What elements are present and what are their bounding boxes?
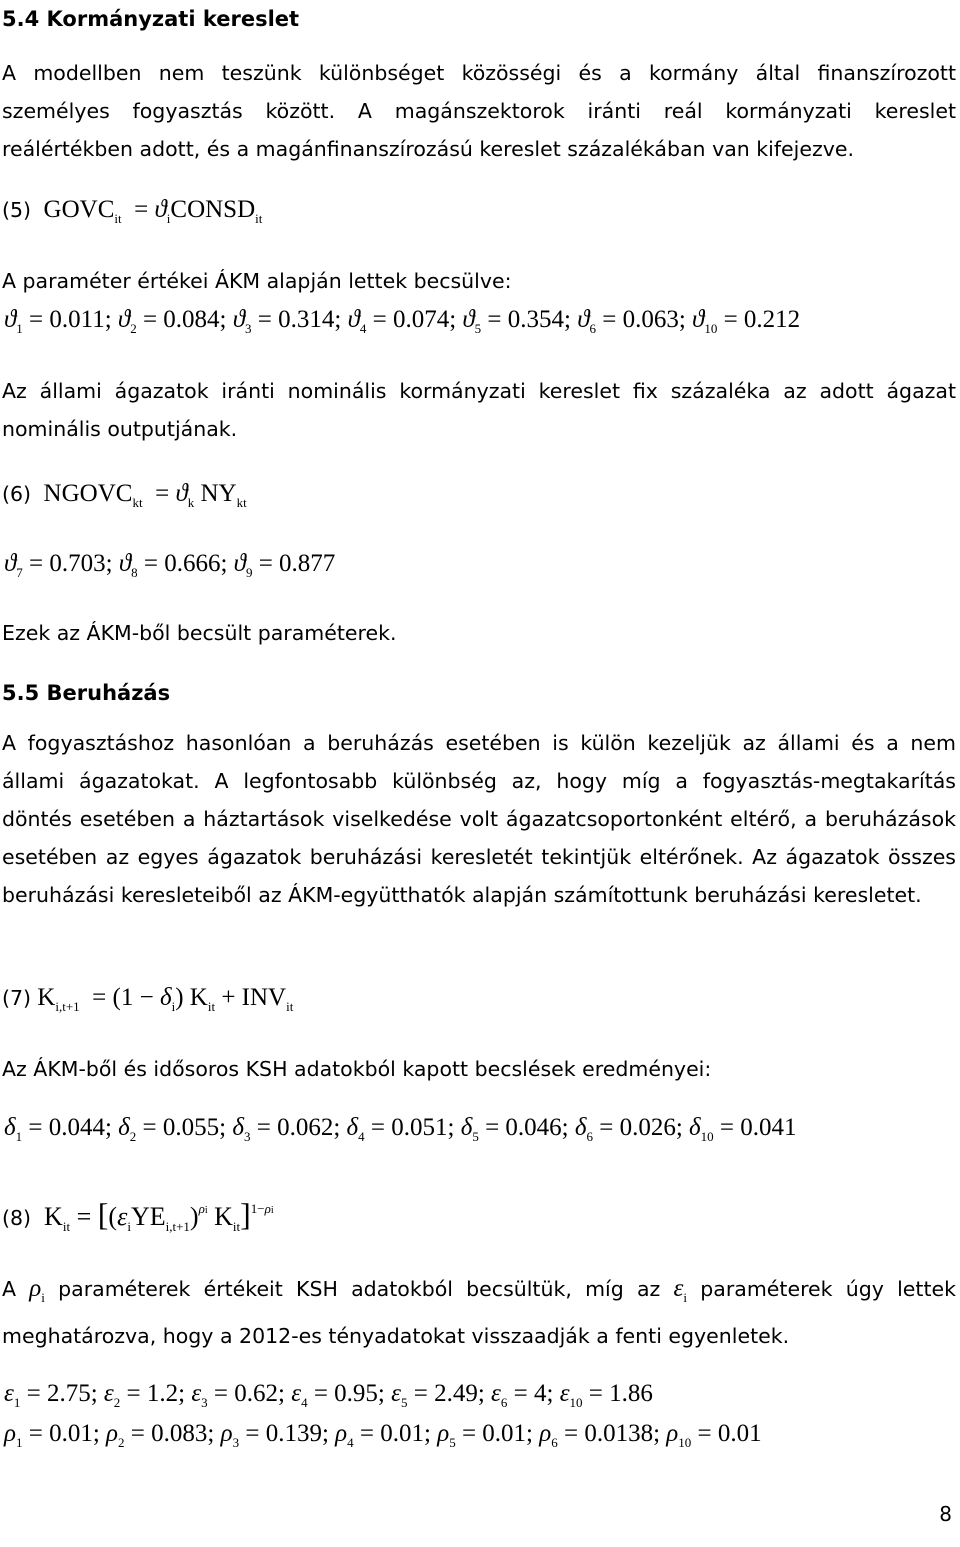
- theta-values-line-2: $ϑ_7 = 0.703$; $ϑ_8 = 0.666$; $ϑ_9 = 0.877$: [4, 550, 336, 580]
- para-text-b: paraméterek értékeit KSH adatokból becsültük, míg az: [58, 1277, 661, 1301]
- equation-8: (8) $K_{it} = [(\varepsilon_iYE_{i,t+1})^{\rho i}$ $K_{it}]^{1-\rho i}$: [2, 1196, 274, 1234]
- equation-7: (7) $K_{i,t+1} = (1 - \delta_i) K_{it} + INV_{it}$: [2, 984, 294, 1014]
- rho-values-line: $\rho_1 = 0.01$; $\rho_2 = 0.083$; $\rho_3 = 0.139$; $\rho_4 = 0.01$; $\rho_5 = 0.01$; $\rho_6 = 0.0138$; $\rho_{10} = 0.01$: [4, 1420, 762, 1450]
- page-number: 8: [939, 1502, 952, 1526]
- para-text-c: paraméterek úgy lettek meghatározva, hogy a 2012-es tényadatokat visszaadják a fenti egyenletek.: [2, 1277, 956, 1348]
- rho-symbol: $\rho_i$: [29, 1275, 45, 1305]
- paragraph-nominal-demand: Az állami ágazatok iránti nominális kormányzati kereslet fix százaléka az adott ágazat nominális outputjának.: [2, 379, 956, 441]
- section-heading-5-5: 5.5 Beruházás: [2, 681, 171, 705]
- section-heading-5-4: 5.4 Kormányzati kereslet: [2, 7, 300, 31]
- equation-6: (6) $NGOVC_{kt} = ϑ_k$ $NY_{kt}$: [2, 480, 247, 510]
- equation-8-label: (8): [2, 1206, 32, 1230]
- paragraph-rho-eps: [2, 1270, 956, 1355]
- epsilon-symbol: $\varepsilon_i$: [673, 1275, 688, 1305]
- para-text-a: A: [2, 1277, 17, 1301]
- equation-6-label: (6): [2, 482, 32, 506]
- theta-values-line: $ϑ_1 = 0.011$; $ϑ_2 = 0.084$; $ϑ_3 = 0.314$; $ϑ_4 = 0.074$; $ϑ_5 = 0.354$; $ϑ_6 = 0.063$; $ϑ_{10} = 0.212$: [4, 306, 801, 336]
- paragraph-investment: A fogyasztáshoz hasonlóan a beruházás esetében is külön kezeljük az állami és a nem állami ágazatokat. A legfontosabb különbség az, hogy míg a fogyasztás-megtakarítás döntés esetében a háztartások viselkedése volt ágazatcsoportonként eltérő, a beruházások esetében az egyes ágazatok beruházási keresletét tekintjük eltérőnek. Az ágazatok összes beruházási keresleteiből az ÁKM-együtthatók alapján számítottunk beruházási keresletet.: [2, 731, 956, 907]
- equation-7-label: (7): [2, 986, 32, 1010]
- equation-5: (5) $GOVC_{it}$ = $ϑ_iCONSD_{it}$: [2, 196, 263, 226]
- paragraph-param-values: A paraméter értékei ÁKM alapján lettek becsülve:: [2, 269, 512, 293]
- paragraph-govt-demand: A modellben nem teszünk különbséget közösségi és a kormány által finanszírozott személyes fogyasztás között. A magánszektorok iránti reál kormányzati kereslet reálértékben adott, és a magánfinanszírozású kereslet százalékában van kifejezve.: [2, 61, 956, 161]
- equation-5-label: (5): [2, 198, 32, 222]
- paragraph-akm-params: Ezek az ÁKM-ből becsült paraméterek.: [2, 621, 397, 645]
- paragraph-estimates: Az ÁKM-ből és idősoros KSH adatokból kapott becslések eredményei:: [2, 1057, 712, 1081]
- epsilon-values-line: $\varepsilon_1 = 2.75$; $\varepsilon_2 = 1.2$; $\varepsilon_3 = 0.62$; $\varepsilon_4 = 0.95$; $\varepsilon_5 = 2.49$; $\varepsilon_6 = 4$; $\varepsilon_{10} = 1.86$: [4, 1380, 653, 1410]
- delta-values-line: $\delta_1 = 0.044$; $\delta_2 = 0.055$; $\delta_3 = 0.062$; $\delta_4 = 0.051$; $\delta_5 = 0.046$; $\delta_6 = 0.026$; $\delta_{10} = 0.041$: [4, 1114, 797, 1144]
